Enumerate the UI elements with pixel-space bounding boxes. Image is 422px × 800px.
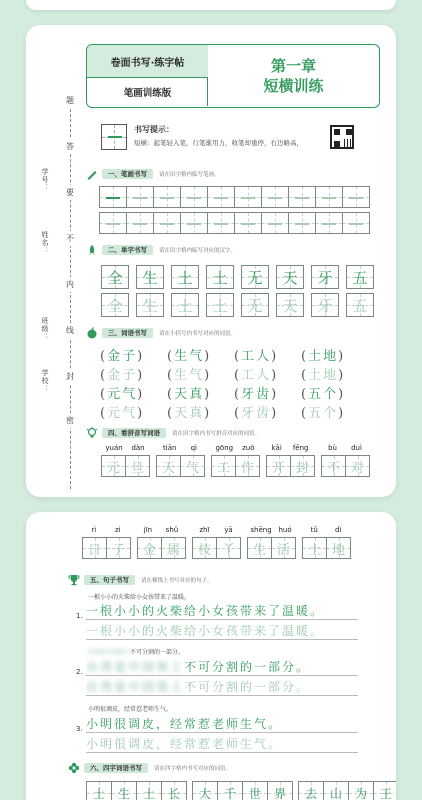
- chapter-number: 第一章: [270, 56, 316, 75]
- word-blank[interactable]: (生气): [167, 368, 212, 383]
- tianzi-cell[interactable]: [315, 186, 343, 208]
- pinyin-cell[interactable]: 属: [161, 537, 186, 559]
- section-pinyin-words: [86, 427, 260, 439]
- pinyin-cell[interactable]: 封: [290, 455, 315, 477]
- char-cell[interactable]: 土: [206, 293, 234, 317]
- four-char-cell[interactable]: 土: [86, 781, 112, 800]
- chapter-block: [208, 45, 379, 106]
- section-instruction: 请在四字格内书写对应的词语。: [154, 766, 232, 772]
- char-cell[interactable]: 牙: [311, 265, 339, 289]
- section-word-writing: [86, 327, 236, 339]
- word-blank[interactable]: (工人): [234, 368, 279, 383]
- seal-char: 题: [66, 93, 74, 108]
- char-cell[interactable]: 五: [346, 293, 374, 317]
- word-blank[interactable]: (天真): [167, 406, 212, 421]
- section-label: 五、句子书写: [84, 575, 135, 585]
- char-grid-row: [101, 265, 381, 289]
- tianzi-cell[interactable]: [342, 186, 370, 208]
- pinyin-cell[interactable]: 日: [82, 537, 107, 559]
- word-blank[interactable]: (天真): [167, 387, 212, 402]
- lightbulb-icon: [86, 427, 98, 439]
- sentence-prompt: 台湾是中国领土不可分割的一部分。: [88, 649, 185, 656]
- tianzi-cell[interactable]: [180, 186, 208, 208]
- four-char-cell[interactable]: 界: [267, 781, 293, 800]
- pinyin-group: [156, 444, 204, 477]
- tianzi-cell[interactable]: [207, 212, 235, 234]
- series-block: [87, 45, 208, 106]
- word-row: [100, 345, 368, 364]
- char-cell[interactable]: 土: [206, 265, 234, 289]
- pinyin-label: jīn shǔ: [143, 526, 179, 534]
- pinyin-group: [211, 444, 259, 477]
- name-label: 姓名：: [41, 231, 49, 255]
- seal-char: 内: [66, 277, 74, 292]
- word-blank[interactable]: (土地): [301, 349, 346, 364]
- qr-code-icon[interactable]: [330, 125, 354, 149]
- sentence-line: 小明很调皮，经常惹老师生气。: [86, 735, 358, 753]
- class-label: 班级：: [41, 317, 49, 341]
- flower-icon: [68, 762, 80, 774]
- word-blank[interactable]: (工人): [234, 349, 279, 364]
- series-title: 卷面书写·练字帖: [87, 45, 208, 78]
- pinyin-group: [302, 526, 350, 559]
- pinyin-cell[interactable]: 丫: [216, 537, 241, 559]
- seal-char: 密: [66, 413, 74, 428]
- four-char-cell[interactable]: 王: [373, 781, 396, 800]
- pinyin-label: kāi fēng: [271, 444, 309, 452]
- tianzi-cell[interactable]: [342, 212, 370, 234]
- apple-icon: [86, 327, 98, 339]
- pinyin-label: tǔ dì: [310, 526, 342, 534]
- pinyin-cell[interactable]: 活: [271, 537, 296, 559]
- id-label: 学号：: [41, 168, 49, 192]
- pinyin-cell[interactable]: 不: [321, 455, 346, 477]
- section-label: 六、四字词语书写: [84, 763, 148, 773]
- tianzi-cell[interactable]: [234, 212, 262, 234]
- pinyin-row: [101, 444, 376, 477]
- tianzi-cell[interactable]: [315, 212, 343, 234]
- pinyin-label: zhī yā: [199, 526, 233, 534]
- previous-page-edge: [26, 0, 396, 10]
- four-char-cell[interactable]: 大: [192, 781, 218, 800]
- pinyin-label: gōng zuò: [215, 444, 255, 452]
- tip-title: 书写提示：: [134, 125, 174, 134]
- section-label: 二、单字书写: [102, 245, 153, 255]
- pinyin-group: [321, 444, 369, 477]
- pinyin-cell[interactable]: 旦: [125, 455, 150, 477]
- pinyin-group: [82, 526, 130, 559]
- pinyin-cell[interactable]: 子: [106, 537, 131, 559]
- tianzi-cell[interactable]: [153, 186, 181, 208]
- word-blank[interactable]: (五个): [301, 387, 346, 402]
- tianzi-cell[interactable]: [234, 186, 262, 208]
- section-instruction: 请在田字格内书写拼音对应的词语。: [172, 431, 261, 437]
- chapter-title: 短横训练: [263, 76, 324, 95]
- sentence-line: 台湾是中国领土不可分割的一部分。: [86, 678, 358, 696]
- section-label: 四、看拼音写词语: [102, 428, 166, 438]
- sentence-line: 小明很调皮，经常惹老师生气。: [86, 715, 358, 733]
- tianzi-cell[interactable]: [153, 212, 181, 234]
- rocket-icon: [86, 244, 98, 256]
- word-blank[interactable]: (牙齿): [234, 406, 279, 421]
- tianzi-cell[interactable]: [126, 212, 154, 234]
- pinyin-cell[interactable]: 地: [326, 537, 351, 559]
- sentence-prompt: 小明很调皮，经常惹老师生气。: [88, 706, 173, 713]
- seal-char: 要: [66, 185, 74, 200]
- word-blank[interactable]: (牙齿): [234, 387, 279, 402]
- pinyin-cell[interactable]: 元: [101, 455, 126, 477]
- section-label: 三、词语书写: [102, 328, 153, 338]
- worksheet-page-1: [26, 25, 396, 497]
- pinyin-label: bù duì: [328, 444, 362, 452]
- char-cell[interactable]: 天: [276, 293, 304, 317]
- word-row: [100, 383, 368, 402]
- pinyin-cell[interactable]: 土: [302, 537, 327, 559]
- section-instruction: 请在田字格内临写笔画。: [159, 172, 220, 178]
- pinyin-group: [101, 444, 149, 477]
- section-instruction: 请在小括号内书写对应的词语。: [159, 331, 237, 337]
- tianzi-cell[interactable]: [99, 186, 127, 208]
- four-char-cell[interactable]: 为: [348, 781, 374, 800]
- section-sentence-writing: [68, 574, 213, 586]
- sentence-line: 一根小小的火柴给小女孩带来了温暖。: [86, 602, 358, 620]
- pinyin-label: tiān qì: [163, 444, 197, 452]
- binding-margin: [26, 25, 88, 497]
- sentence-number: 1.: [76, 612, 83, 620]
- pinyin-cell[interactable]: 作: [235, 455, 260, 477]
- section-stroke-writing: [86, 168, 220, 180]
- pinyin-row: [82, 526, 357, 559]
- pinyin-cell[interactable]: 气: [180, 455, 205, 477]
- seal-line: [70, 109, 71, 489]
- section-single-char: [86, 244, 236, 256]
- char-cell[interactable]: 全: [101, 293, 129, 317]
- section-instruction: 请在田字格内临写对应的汉字。: [159, 248, 237, 254]
- edition-label: 笔画训练版: [123, 88, 172, 99]
- sentence-number: 2.: [76, 668, 83, 676]
- section-four-char-words: [68, 762, 231, 774]
- tianzi-cell[interactable]: [288, 212, 316, 234]
- four-char-cell[interactable]: 去: [298, 781, 324, 800]
- four-char-cell[interactable]: 长: [161, 781, 187, 800]
- sentence-line: 台湾是中国领土不可分割的一部分。: [86, 658, 358, 676]
- char-cell[interactable]: 天: [276, 265, 304, 289]
- word-row: [100, 402, 368, 421]
- tianzi-cell[interactable]: [288, 186, 316, 208]
- four-char-grid: [86, 781, 396, 800]
- pencil-icon: [86, 168, 98, 180]
- four-char-cell[interactable]: 世: [242, 781, 268, 800]
- word-blank[interactable]: (金子): [100, 349, 145, 364]
- four-char-cell[interactable]: 土: [136, 781, 162, 800]
- worksheet-page-2: [26, 512, 396, 800]
- tip-text: 短横：起笔轻入笔，行笔渐用力，收笔却重停，右边略高，: [134, 139, 303, 147]
- four-char-cell[interactable]: 山: [323, 781, 349, 800]
- pinyin-cell[interactable]: 生: [247, 537, 272, 559]
- char-cell[interactable]: 无: [241, 293, 269, 317]
- char-cell[interactable]: 无: [241, 265, 269, 289]
- pinyin-cell[interactable]: 天: [156, 455, 181, 477]
- char-cell[interactable]: 生: [136, 293, 164, 317]
- pinyin-label: yuán dàn: [105, 444, 145, 452]
- stroke-grid-row: [99, 212, 369, 234]
- char-cell[interactable]: 五: [346, 265, 374, 289]
- seal-char: 线: [66, 323, 74, 338]
- char-cell[interactable]: 土: [171, 293, 199, 317]
- tianzi-cell[interactable]: [261, 186, 289, 208]
- pinyin-cell[interactable]: 金: [137, 537, 162, 559]
- pinyin-label: rì zi: [91, 526, 121, 534]
- char-cell[interactable]: 牙: [311, 293, 339, 317]
- section-label: 一、笔画书写: [102, 169, 153, 179]
- pinyin-cell[interactable]: 对: [345, 455, 370, 477]
- section-instruction: 请在横线上书写对应的句子。: [141, 578, 213, 584]
- trophy-icon: [68, 574, 80, 586]
- word-blank[interactable]: (元气): [100, 406, 145, 421]
- tianzi-cell[interactable]: [207, 186, 235, 208]
- char-cell[interactable]: 全: [101, 265, 129, 289]
- char-grid-row: [101, 293, 381, 317]
- sentence-line: 一根小小的火柴给小女孩带来了温暖。: [86, 622, 358, 640]
- four-char-cell[interactable]: 千: [217, 781, 243, 800]
- chapter-header: [86, 44, 380, 108]
- pinyin-cell[interactable]: 开: [266, 455, 291, 477]
- four-char-cell[interactable]: 生: [111, 781, 137, 800]
- tianzi-cell[interactable]: [261, 212, 289, 234]
- pinyin-cell[interactable]: 枝: [192, 537, 217, 559]
- pinyin-group: [137, 526, 185, 559]
- tianzi-cell[interactable]: [126, 186, 154, 208]
- word-blank[interactable]: (元气): [100, 387, 145, 402]
- tianzi-cell[interactable]: [180, 212, 208, 234]
- seal-char: 不: [66, 231, 74, 246]
- char-cell[interactable]: 土: [171, 265, 199, 289]
- pinyin-group: [247, 526, 295, 559]
- tianzi-cell[interactable]: [99, 212, 127, 234]
- word-blank[interactable]: (五个): [301, 406, 346, 421]
- stroke-demo-icon: [101, 124, 127, 150]
- sentence-number: 3.: [76, 725, 83, 733]
- school-label: 学校：: [41, 369, 49, 393]
- pinyin-group: [192, 526, 240, 559]
- seal-char: 封: [66, 369, 74, 384]
- seal-char: 答: [66, 139, 74, 154]
- char-cell[interactable]: 生: [136, 265, 164, 289]
- pinyin-label: shēng huó: [250, 526, 292, 534]
- pinyin-cell[interactable]: 工: [211, 455, 236, 477]
- word-blank[interactable]: (金子): [100, 368, 145, 383]
- sentence-prompt: 一根小小的火柴给小女孩带来了温暖。: [88, 594, 191, 601]
- stroke-grid-row: [99, 186, 369, 208]
- word-row: [100, 364, 368, 383]
- word-blank[interactable]: (生气): [167, 349, 212, 364]
- word-blank[interactable]: (土地): [301, 368, 346, 383]
- pinyin-group: [266, 444, 314, 477]
